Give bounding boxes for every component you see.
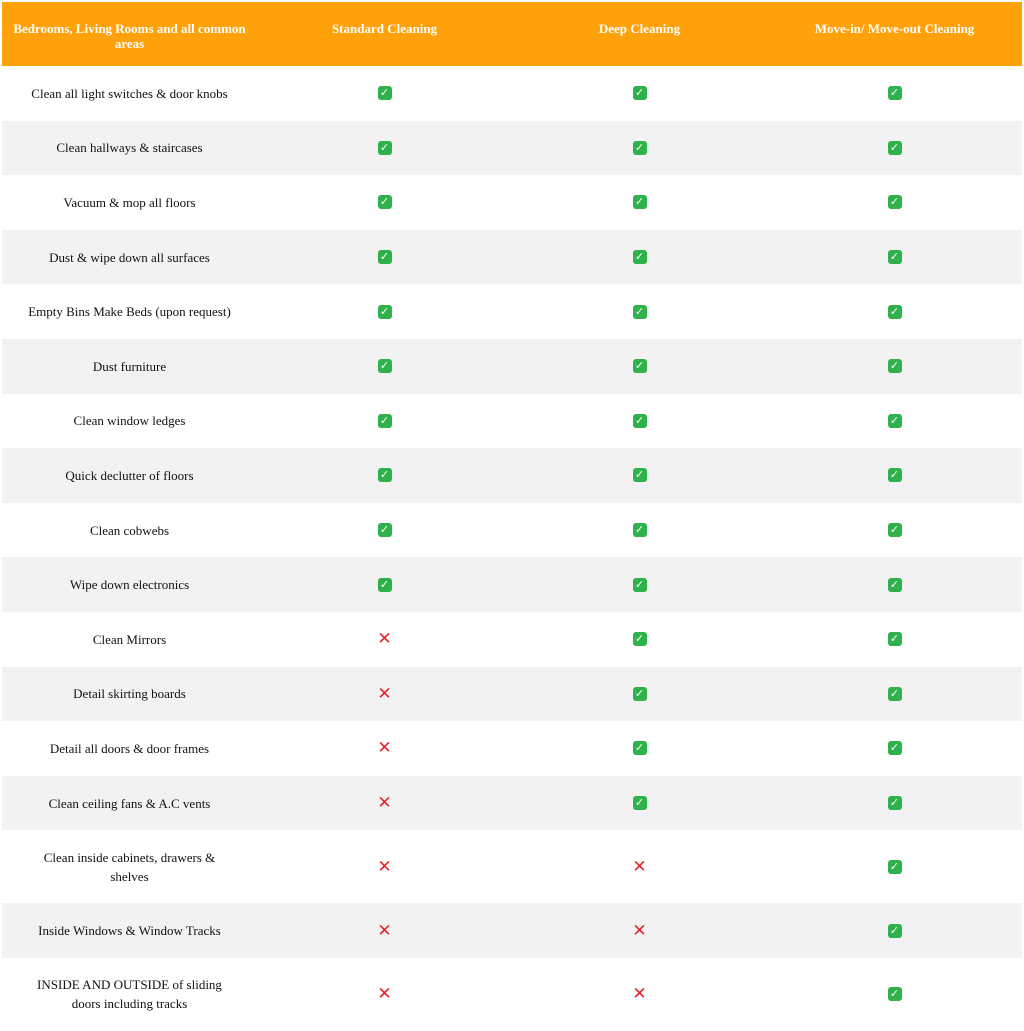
standard-cell xyxy=(257,66,512,121)
check-mark-icon: ✓ xyxy=(888,523,902,537)
header-deep-cleaning: Deep Cleaning xyxy=(598,21,681,36)
check-mark-icon: ✓ xyxy=(633,86,647,100)
deep-cell xyxy=(512,175,767,230)
deep-cell xyxy=(512,448,767,503)
task-label: Clean ceiling fans & A.C vents xyxy=(48,795,211,811)
standard-cell xyxy=(257,284,512,339)
check-mark-icon: ✓ xyxy=(888,414,902,428)
check-mark-icon: ✓ xyxy=(888,578,902,592)
check-mark-icon: ✓ xyxy=(888,741,902,755)
deep-cell xyxy=(512,66,767,121)
standard-cell xyxy=(257,903,512,958)
deep-cell xyxy=(512,394,767,449)
move-cell xyxy=(767,284,1022,339)
task-label: Inside Windows & Window Tracks xyxy=(38,923,221,939)
check-mark-icon: ✓ xyxy=(633,523,647,537)
table-row xyxy=(2,448,1022,503)
task-label: Detail all doors & door frames xyxy=(49,740,210,756)
task-label: Clean hallways & staircases xyxy=(56,140,203,156)
table-row xyxy=(2,230,1022,285)
standard-cell xyxy=(257,612,512,667)
task-label: Empty Bins Make Beds (upon request) xyxy=(28,304,231,320)
cleaning-comparison-table xyxy=(2,2,1022,1031)
deep-cell xyxy=(512,557,767,612)
table-row xyxy=(2,903,1022,958)
cross-mark-icon: ✕ xyxy=(377,629,392,650)
deep-cell xyxy=(512,339,767,394)
check-mark-icon: ✓ xyxy=(633,359,647,373)
cross-mark-icon: ✕ xyxy=(377,984,392,1005)
standard-cell xyxy=(257,503,512,558)
check-mark-icon: ✓ xyxy=(888,359,902,373)
standard-cell xyxy=(257,448,512,503)
table-row xyxy=(2,284,1022,339)
move-cell xyxy=(767,121,1022,176)
table-row xyxy=(2,339,1022,394)
check-mark-icon: ✓ xyxy=(633,305,647,319)
cross-mark-icon: ✕ xyxy=(632,984,647,1005)
deep-cell xyxy=(512,776,767,831)
table-row xyxy=(2,612,1022,667)
move-cell xyxy=(767,667,1022,722)
standard-cell xyxy=(257,230,512,285)
table-row xyxy=(2,667,1022,722)
move-cell xyxy=(767,175,1022,230)
cross-mark-icon: ✕ xyxy=(377,920,392,941)
check-mark-icon: ✓ xyxy=(378,359,392,373)
move-cell xyxy=(767,612,1022,667)
task-label: Detail skirting boards xyxy=(73,686,186,702)
move-cell xyxy=(767,557,1022,612)
check-mark-icon: ✓ xyxy=(378,305,392,319)
check-mark-icon: ✓ xyxy=(888,468,902,482)
standard-cell xyxy=(257,667,512,722)
header-areas: Bedrooms, Living Rooms and all common areas xyxy=(13,21,246,51)
check-mark-icon: ✓ xyxy=(888,250,902,264)
deep-cell xyxy=(512,612,767,667)
standard-cell xyxy=(257,721,512,776)
move-cell xyxy=(767,394,1022,449)
table-body xyxy=(2,66,1022,1031)
table-row xyxy=(2,557,1022,612)
table-row xyxy=(2,721,1022,776)
standard-cell xyxy=(257,394,512,449)
check-mark-icon: ✓ xyxy=(633,741,647,755)
check-mark-icon: ✓ xyxy=(378,414,392,428)
check-mark-icon: ✓ xyxy=(378,578,392,592)
check-mark-icon: ✓ xyxy=(378,86,392,100)
task-label: Dust furniture xyxy=(92,358,167,374)
task-label: Clean Mirrors xyxy=(92,631,167,647)
cross-mark-icon: ✕ xyxy=(377,856,392,877)
check-mark-icon: ✓ xyxy=(888,632,902,646)
cross-mark-icon: ✕ xyxy=(377,793,392,814)
standard-cell xyxy=(257,830,512,903)
check-mark-icon: ✓ xyxy=(633,141,647,155)
check-mark-icon: ✓ xyxy=(633,250,647,264)
cross-mark-icon: ✕ xyxy=(632,856,647,877)
standard-cell xyxy=(257,339,512,394)
cross-mark-icon: ✕ xyxy=(377,738,392,759)
check-mark-icon: ✓ xyxy=(633,687,647,701)
standard-cell xyxy=(257,175,512,230)
check-mark-icon: ✓ xyxy=(633,796,647,810)
table-row xyxy=(2,830,1022,903)
table-row xyxy=(2,503,1022,558)
deep-cell xyxy=(512,903,767,958)
table-row xyxy=(2,66,1022,121)
task-label: Wipe down electronics xyxy=(69,577,190,593)
check-mark-icon: ✓ xyxy=(378,468,392,482)
standard-cell xyxy=(257,776,512,831)
deep-cell xyxy=(512,230,767,285)
check-mark-icon: ✓ xyxy=(633,468,647,482)
move-cell xyxy=(767,903,1022,958)
deep-cell xyxy=(512,503,767,558)
check-mark-icon: ✓ xyxy=(378,195,392,209)
standard-cell xyxy=(257,121,512,176)
check-mark-icon: ✓ xyxy=(378,250,392,264)
deep-cell xyxy=(512,667,767,722)
move-cell xyxy=(767,230,1022,285)
standard-cell xyxy=(257,557,512,612)
deep-cell xyxy=(512,721,767,776)
cross-mark-icon: ✕ xyxy=(377,683,392,704)
task-label: Clean inside cabinets, drawers & shelves xyxy=(43,849,216,884)
deep-cell xyxy=(512,958,767,1031)
move-cell xyxy=(767,776,1022,831)
header-move-cleaning: Move-in/ Move-out Cleaning xyxy=(814,21,975,36)
check-mark-icon: ✓ xyxy=(633,414,647,428)
header-standard-cleaning: Standard Cleaning xyxy=(331,21,438,36)
move-cell xyxy=(767,721,1022,776)
cross-mark-icon: ✕ xyxy=(632,920,647,941)
deep-cell xyxy=(512,121,767,176)
check-mark-icon: ✓ xyxy=(378,523,392,537)
task-label: Clean cobwebs xyxy=(89,522,170,538)
check-mark-icon: ✓ xyxy=(888,141,902,155)
deep-cell xyxy=(512,284,767,339)
move-cell xyxy=(767,958,1022,1031)
move-cell xyxy=(767,830,1022,903)
table-header xyxy=(2,2,1022,66)
check-mark-icon: ✓ xyxy=(888,796,902,810)
table-row xyxy=(2,394,1022,449)
check-mark-icon: ✓ xyxy=(888,195,902,209)
check-mark-icon: ✓ xyxy=(633,195,647,209)
check-mark-icon: ✓ xyxy=(888,924,902,938)
task-label: INSIDE AND OUTSIDE of sliding doors including tracks xyxy=(37,977,222,1012)
task-label: Clean all light switches & door knobs xyxy=(31,85,228,101)
task-label: Vacuum & mop all floors xyxy=(63,194,196,210)
check-mark-icon: ✓ xyxy=(378,141,392,155)
task-label: Clean window ledges xyxy=(73,413,186,429)
table-row xyxy=(2,121,1022,176)
check-mark-icon: ✓ xyxy=(888,860,902,874)
check-mark-icon: ✓ xyxy=(633,632,647,646)
deep-cell xyxy=(512,830,767,903)
table-row xyxy=(2,776,1022,831)
task-label: Quick declutter of floors xyxy=(65,467,194,483)
table-row xyxy=(2,958,1022,1031)
check-mark-icon: ✓ xyxy=(888,687,902,701)
check-mark-icon: ✓ xyxy=(633,578,647,592)
check-mark-icon: ✓ xyxy=(888,987,902,1001)
move-cell xyxy=(767,448,1022,503)
check-mark-icon: ✓ xyxy=(888,86,902,100)
move-cell xyxy=(767,66,1022,121)
move-cell xyxy=(767,503,1022,558)
table-row xyxy=(2,175,1022,230)
standard-cell xyxy=(257,958,512,1031)
move-cell xyxy=(767,339,1022,394)
check-mark-icon: ✓ xyxy=(888,305,902,319)
task-label: Dust & wipe down all surfaces xyxy=(49,249,210,265)
